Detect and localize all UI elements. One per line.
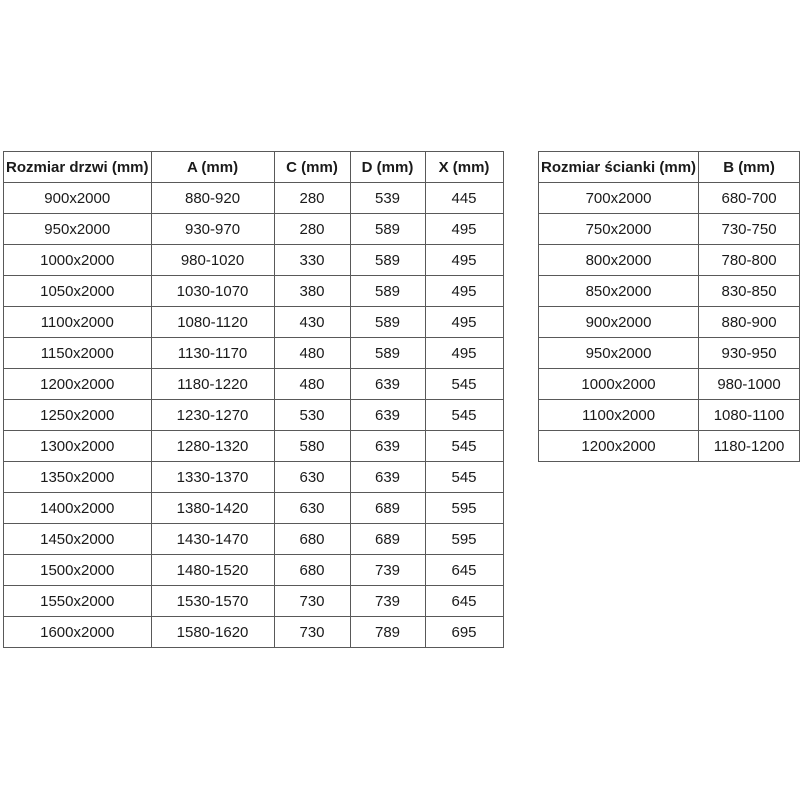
table-cell: 280 <box>274 214 350 245</box>
table-cell: 1250x2000 <box>4 400 152 431</box>
table-row <box>4 493 504 524</box>
table-row <box>539 338 800 369</box>
column-header: B (mm) <box>699 152 800 183</box>
table-cell: 495 <box>425 276 503 307</box>
wall-table-head <box>539 152 800 183</box>
table-row <box>4 276 504 307</box>
table-row <box>539 431 800 462</box>
table-cell: 1130-1170 <box>151 338 274 369</box>
table-cell: 1480-1520 <box>151 555 274 586</box>
table-cell: 639 <box>350 431 425 462</box>
table-row <box>4 524 504 555</box>
table-cell: 480 <box>274 338 350 369</box>
table-cell: 950x2000 <box>539 338 699 369</box>
table-cell: 950x2000 <box>4 214 152 245</box>
table-cell: 1450x2000 <box>4 524 152 555</box>
table-cell: 639 <box>350 462 425 493</box>
table-row <box>4 617 504 648</box>
table-cell: 1500x2000 <box>4 555 152 586</box>
table-cell: 630 <box>274 493 350 524</box>
table-cell: 545 <box>425 369 503 400</box>
table-cell: 750x2000 <box>539 214 699 245</box>
door-size-table <box>3 151 504 648</box>
table-cell: 980-1020 <box>151 245 274 276</box>
table-cell: 1600x2000 <box>4 617 152 648</box>
table-row <box>4 462 504 493</box>
table-cell: 595 <box>425 524 503 555</box>
table-cell: 589 <box>350 307 425 338</box>
table-cell: 539 <box>350 183 425 214</box>
table-cell: 830-850 <box>699 276 800 307</box>
table-cell: 1100x2000 <box>539 400 699 431</box>
table-cell: 445 <box>425 183 503 214</box>
table-row <box>4 555 504 586</box>
table-cell: 900x2000 <box>4 183 152 214</box>
table-cell: 1180-1200 <box>699 431 800 462</box>
column-header: A (mm) <box>151 152 274 183</box>
table-cell: 1430-1470 <box>151 524 274 555</box>
table-cell: 1180-1220 <box>151 369 274 400</box>
table-cell: 680 <box>274 524 350 555</box>
table-cell: 1200x2000 <box>4 369 152 400</box>
table-cell: 739 <box>350 586 425 617</box>
table-row <box>539 400 800 431</box>
table-row <box>4 369 504 400</box>
table-cell: 1200x2000 <box>539 431 699 462</box>
column-header: D (mm) <box>350 152 425 183</box>
table-cell: 639 <box>350 400 425 431</box>
table-row <box>539 183 800 214</box>
table-cell: 1100x2000 <box>4 307 152 338</box>
table-cell: 730-750 <box>699 214 800 245</box>
table-cell: 1230-1270 <box>151 400 274 431</box>
table-cell: 880-920 <box>151 183 274 214</box>
table-row <box>4 586 504 617</box>
table-row <box>4 400 504 431</box>
table-cell: 695 <box>425 617 503 648</box>
table-cell: 1150x2000 <box>4 338 152 369</box>
table-cell: 680-700 <box>699 183 800 214</box>
table-header-row <box>4 152 504 183</box>
table-row <box>539 276 800 307</box>
table-cell: 480 <box>274 369 350 400</box>
table-cell: 1000x2000 <box>4 245 152 276</box>
column-header: Rozmiar ścianki (mm) <box>539 152 699 183</box>
table-cell: 589 <box>350 245 425 276</box>
table-cell: 495 <box>425 245 503 276</box>
table-row <box>4 431 504 462</box>
table-row <box>539 369 800 400</box>
table-cell: 589 <box>350 214 425 245</box>
table-cell: 630 <box>274 462 350 493</box>
wall-table-body <box>539 183 800 462</box>
table-cell: 700x2000 <box>539 183 699 214</box>
table-cell: 689 <box>350 524 425 555</box>
table-cell: 545 <box>425 400 503 431</box>
table-cell: 730 <box>274 617 350 648</box>
table-row <box>4 338 504 369</box>
table-cell: 280 <box>274 183 350 214</box>
table-cell: 1080-1120 <box>151 307 274 338</box>
table-cell: 730 <box>274 586 350 617</box>
table-cell: 900x2000 <box>539 307 699 338</box>
table-cell: 1280-1320 <box>151 431 274 462</box>
table-row <box>4 245 504 276</box>
table-cell: 930-950 <box>699 338 800 369</box>
table-cell: 645 <box>425 555 503 586</box>
table-cell: 595 <box>425 493 503 524</box>
table-cell: 780-800 <box>699 245 800 276</box>
table-cell: 800x2000 <box>539 245 699 276</box>
table-cell: 1050x2000 <box>4 276 152 307</box>
table-row <box>4 307 504 338</box>
table-row <box>539 214 800 245</box>
table-cell: 580 <box>274 431 350 462</box>
table-cell: 1300x2000 <box>4 431 152 462</box>
table-row <box>539 307 800 338</box>
table-cell: 495 <box>425 338 503 369</box>
table-cell: 430 <box>274 307 350 338</box>
table-cell: 1350x2000 <box>4 462 152 493</box>
table-cell: 645 <box>425 586 503 617</box>
table-cell: 1530-1570 <box>151 586 274 617</box>
table-cell: 1380-1420 <box>151 493 274 524</box>
table-cell: 680 <box>274 555 350 586</box>
table-cell: 930-970 <box>151 214 274 245</box>
table-cell: 1580-1620 <box>151 617 274 648</box>
table-cell: 380 <box>274 276 350 307</box>
column-header: X (mm) <box>425 152 503 183</box>
column-header: Rozmiar drzwi (mm) <box>4 152 152 183</box>
table-cell: 1030-1070 <box>151 276 274 307</box>
table-cell: 545 <box>425 462 503 493</box>
table-cell: 495 <box>425 214 503 245</box>
table-cell: 980-1000 <box>699 369 800 400</box>
table-header-row <box>539 152 800 183</box>
table-cell: 739 <box>350 555 425 586</box>
table-cell: 1550x2000 <box>4 586 152 617</box>
table-cell: 1400x2000 <box>4 493 152 524</box>
table-row <box>539 245 800 276</box>
table-cell: 1080-1100 <box>699 400 800 431</box>
table-cell: 1330-1370 <box>151 462 274 493</box>
table-row <box>4 183 504 214</box>
table-cell: 589 <box>350 276 425 307</box>
table-cell: 1000x2000 <box>539 369 699 400</box>
table-cell: 639 <box>350 369 425 400</box>
table-cell: 330 <box>274 245 350 276</box>
table-cell: 850x2000 <box>539 276 699 307</box>
door-table-head <box>4 152 504 183</box>
table-cell: 545 <box>425 431 503 462</box>
column-header: C (mm) <box>274 152 350 183</box>
table-cell: 689 <box>350 493 425 524</box>
table-row <box>4 214 504 245</box>
table-cell: 530 <box>274 400 350 431</box>
table-cell: 789 <box>350 617 425 648</box>
wall-size-table <box>538 151 800 462</box>
table-cell: 589 <box>350 338 425 369</box>
table-cell: 880-900 <box>699 307 800 338</box>
table-cell: 495 <box>425 307 503 338</box>
door-table-body <box>4 183 504 648</box>
